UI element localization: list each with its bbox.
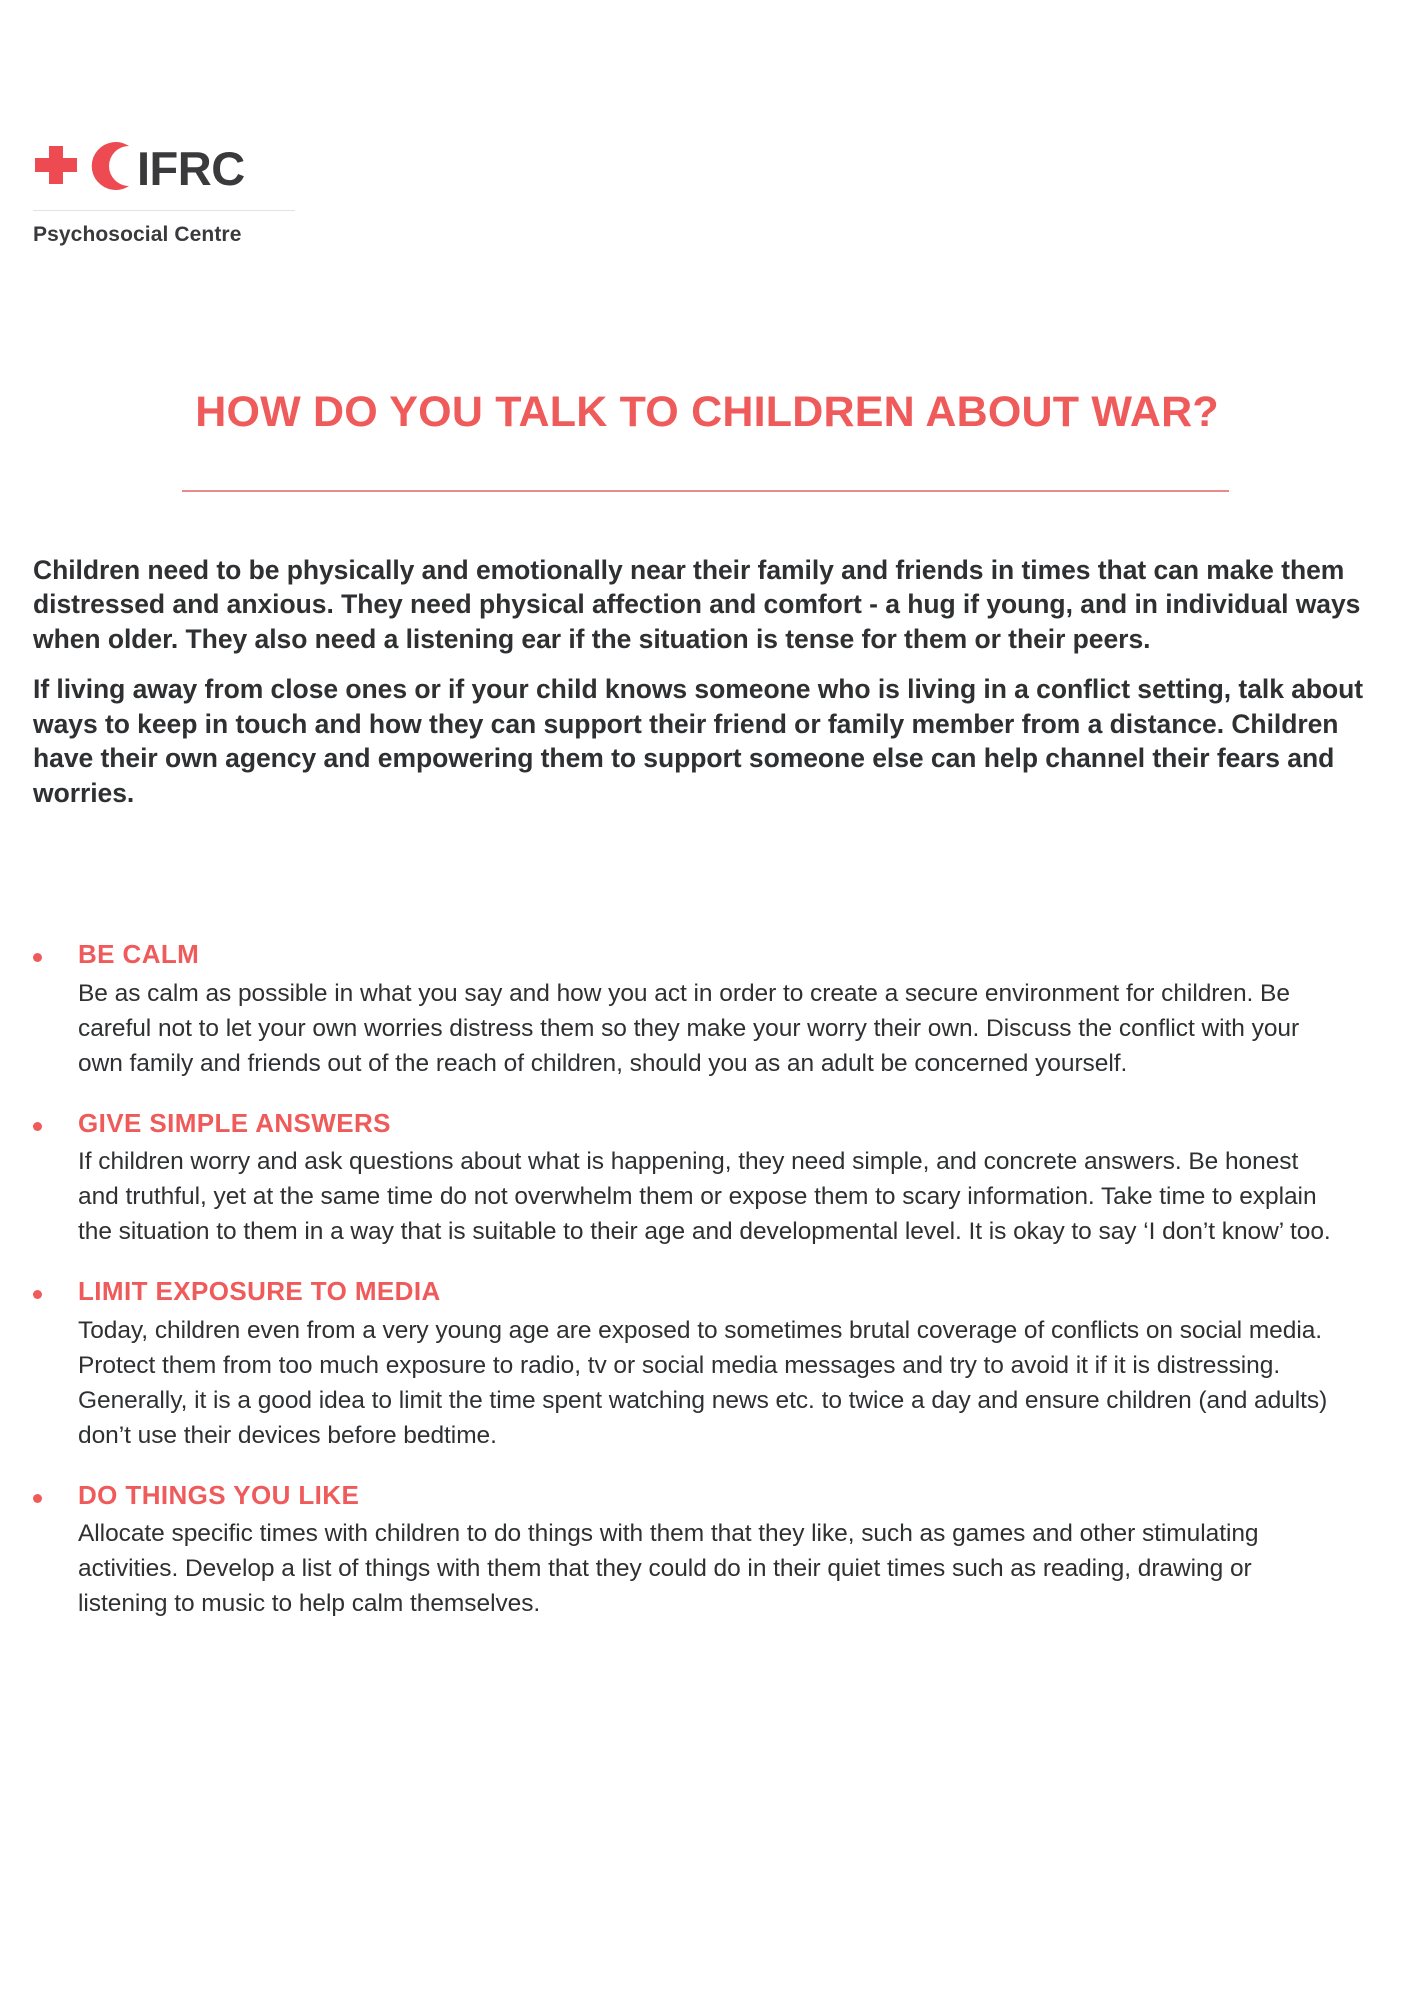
section-heading: LIMIT EXPOSURE TO MEDIA <box>78 1276 441 1307</box>
section-heading: GIVE SIMPLE ANSWERS <box>78 1107 391 1138</box>
section-body: Today, children even from a very young age are exposed to sometimes brutal coverage of conflicts on social media. Protect them from too much exposure to radio, tv or social media messages and try to avoid it if it is distressing. Generally, it is a good idea to limit the time spent watching news etc. to twice a day and ensure children (and adults) don’t use their devices before bedtime. <box>78 1316 1328 1449</box>
section-body: If children worry and ask questions about what is happening, they need simple, and concrete answers. Be honest and truthful, yet at the same time do not overwhelm them or expose them to scary information. Take time to explain the situation to them in a way that is suitable to their age and developmental level. It is okay to say ‘I don’t know’ too. <box>78 1148 1331 1246</box>
logo-divider <box>33 210 295 211</box>
section-heading: DO THINGS YOU LIKE <box>78 1479 360 1510</box>
logo-tagline: Psychosocial Centre <box>33 223 242 246</box>
advice-section <box>33 938 1378 1081</box>
logo-row <box>33 140 333 196</box>
advice-section <box>33 1107 1378 1250</box>
bullet-icon <box>33 1122 42 1131</box>
advice-section <box>33 1275 1378 1453</box>
bullet-icon <box>33 1494 42 1503</box>
bullet-icon <box>33 1290 42 1299</box>
section-heading: BE CALM <box>78 939 200 969</box>
ifrc-psychosocial-centre-logo <box>33 140 333 247</box>
section-body: Be as calm as possible in what you say and how you act in order to create a secure environment for children. Be careful not to let your own worries distress them so they make your worry their own. Discuss the conflict with your own family and friends out of the reach of children, should you as an adult be concerned yourself. <box>78 979 1300 1077</box>
logo-wordmark: IFRC <box>137 141 245 195</box>
red-cross-and-crescent-icon <box>33 142 135 194</box>
intro-paragraphs <box>33 553 1378 810</box>
intro-paragraph: If living away from close ones or if your child knows someone who is living in a conflict setting, talk about ways to keep in touch and how they can support their friend or family member from a distance. Children have their own agency and empowering them to support someone else can help channel their fears and worries. <box>33 674 1364 808</box>
bullet-icon <box>33 953 42 962</box>
intro-paragraph: Children need to be physically and emotionally near their family and friends in times that can make them distressed and anxious. They need physical affection and comfort - a hug if young, and in individual ways when older. They also need a listening ear if the situation is tense for them or their peers. <box>33 555 1361 654</box>
page-title: HOW DO YOU TALK TO CHILDREN ABOUT WAR? <box>195 387 1219 436</box>
advice-sections <box>33 938 1378 1621</box>
section-body: Allocate specific times with children to do things with them that they like, such as games and other stimulating activities. Develop a list of things with them that they could do in their quiet times such as reading, drawing or listening to music to help calm themselves. <box>78 1520 1259 1618</box>
advice-section <box>33 1479 1378 1622</box>
title-divider <box>182 490 1229 492</box>
